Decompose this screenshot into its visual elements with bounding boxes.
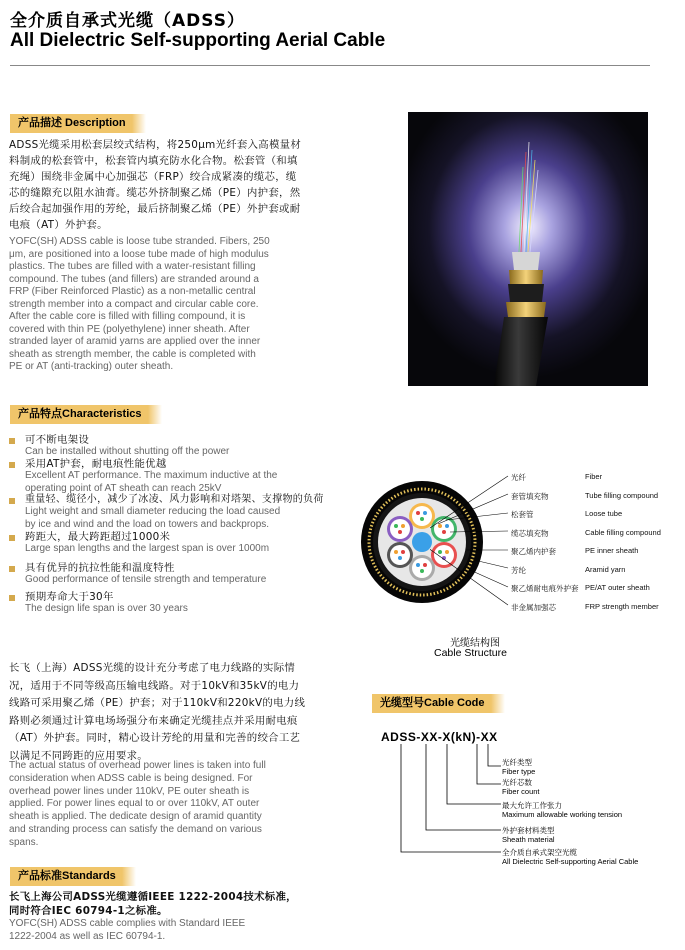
structure-labels-cn: 光纤 套管填充物 松套管 缆芯填充物 聚乙烯内护套 芳纶 聚乙烯耐电痕外护套 非金属加强芯: [511, 473, 579, 612]
section-tag-cable-code: 光缆型号Cable Code: [372, 694, 491, 713]
cable-code: ADSS-XX-X(kN)-XX: [381, 730, 498, 744]
list-item: 重量轻、缆径小，减少了冰凌、风力影响和对塔架、支撑物的负荷 Light weight and small diameter reducing the load caused by ice and wind and the load on towers and backprops.: [9, 495, 339, 532]
code-part-4: 外护套材料类型 Sheath material: [502, 826, 555, 844]
structure-leader-lines: [430, 470, 510, 610]
list-item: 具有优异的抗拉性能和温度特性 Good performance of tensile strength and temperature: [9, 563, 339, 592]
code-part-5: 全介质自承式架空光缆 All Dielectric Self-supporting Aerial Cable: [502, 848, 639, 866]
frp-core: [412, 532, 432, 552]
section-tag-standards: 产品标准Standards: [10, 867, 122, 886]
bullet-icon: [9, 535, 15, 541]
bullet-icon: [9, 498, 15, 504]
description-en: YOFC(SH) ADSS cable is loose tube stranded. Fibers, 250 μm, are positioned into a loose tube made of high modulus plastics. The tubes are filled with a water-resistant filling compound. The tubes (and fillers) are stranded around a FRP (Fiber Reinforced Plastic) as a non-metallic central strength member into a compact and circular cable core. After the cable core is filled with filling compound, it is covered with thin PE (polyethylene) inner sheath. After stranded layer of aramid yarns are applied over the inner sheath as strength member, the cable is completed with PE or AT (anti-tracking) outer sheath.: [9, 236, 270, 372]
bullet-icon: [9, 462, 15, 468]
standards-en: YOFC(SH) ADSS cable complies with Standard IEEE 1222-2004 as well as IEC 60794-1.: [9, 918, 246, 942]
structure-caption-cn: 光缆结构图: [450, 638, 500, 649]
design-en: The actual status of overhead power lines is taken into full consideration when ADSS cable is being designed. For overhead power lines under 110kV, PE outer sheath is applied. For power lines equal to or over 110kV, AT outer sheath is applied. The dedicate design of aramid quantity and stranding process can satisfy the demand on various spans.: [9, 760, 266, 848]
code-bracket-lines: [395, 744, 505, 860]
code-part-1: 光纤类型 Fiber type: [502, 758, 536, 776]
standards-cn: 长飞上海公司ADSS光缆遵循IEEE 1222-2004技术标准， 同时符合IEC 60794-1之标准。: [9, 891, 297, 917]
design-cn: 长飞（上海）ADSS光缆的设计充分考虑了电力线路的实际情 况，适用于不同等级高压输电线路。对于10kV和35kV的电力 线路可采用聚乙烯（PE）护套；对于110kV和220kV的电力线 路则必须通过计算电场场强分布来确定光缆挂点并采用耐电痕 （AT）外护套。同时，精心设计芳纶的用量和完善的绞合工艺 以满足不同跨距的应用要求。: [9, 662, 306, 762]
cable-photo: [408, 112, 648, 386]
list-item: 预期寿命大于30年 The design life span is over 30 years: [9, 592, 339, 618]
list-item: 采用AT护套，耐电痕性能优越 Excellent AT performance. The maximum inductive at the operating point of AT sheath can reach 25kV: [9, 459, 339, 495]
structure-caption-en: Cable Structure: [434, 647, 507, 659]
code-part-3: 最大允许工作张力 Maximum allowable working tension: [502, 801, 623, 819]
page-title-en: All Dielectric Self-supporting Aerial Cable: [10, 30, 386, 51]
code-part-2: 光纤芯数 Fiber count: [502, 778, 540, 796]
structure-labels-en: Fiber Tube filling compound Loose tube Cable filling compound PE inner sheath Aramid yarn PE/AT outer sheath FRP strength member: [585, 472, 661, 611]
list-item: 可不断电架设 Can be installed without shutting off the power: [9, 435, 339, 459]
bullet-icon: [9, 438, 15, 444]
list-item: 跨距大，最大跨距超过1000米 Large span lengths and the largest span is over 1000m: [9, 532, 339, 563]
page-title-cn: 全介质自承式光缆（ADSS）: [10, 11, 245, 31]
characteristics-list: [9, 435, 339, 618]
header-divider: [10, 65, 650, 66]
bullet-icon: [9, 595, 15, 601]
bullet-icon: [9, 566, 15, 572]
cable-photo-image: [408, 112, 648, 386]
description-cn: ADSS光缆采用松套层绞式结构，将250μm光纤套入高模量材 料制成的松套管中，松套管内填充防水化合物。松套管（和填 充绳）围绕非金属中心加强芯（FRP）绞合成紧凑的缆芯，缆 芯的缝隙充以阻水油膏。缆芯外挤制聚乙烯（PE）内护套，然 后绞合起加强作用的芳纶，最后挤制聚乙烯（PE）外护套或耐 电痕（AT）外护套。: [9, 139, 302, 231]
section-tag-description: 产品描述 Description: [10, 114, 132, 133]
section-tag-characteristics: 产品特点Characteristics: [10, 405, 148, 424]
